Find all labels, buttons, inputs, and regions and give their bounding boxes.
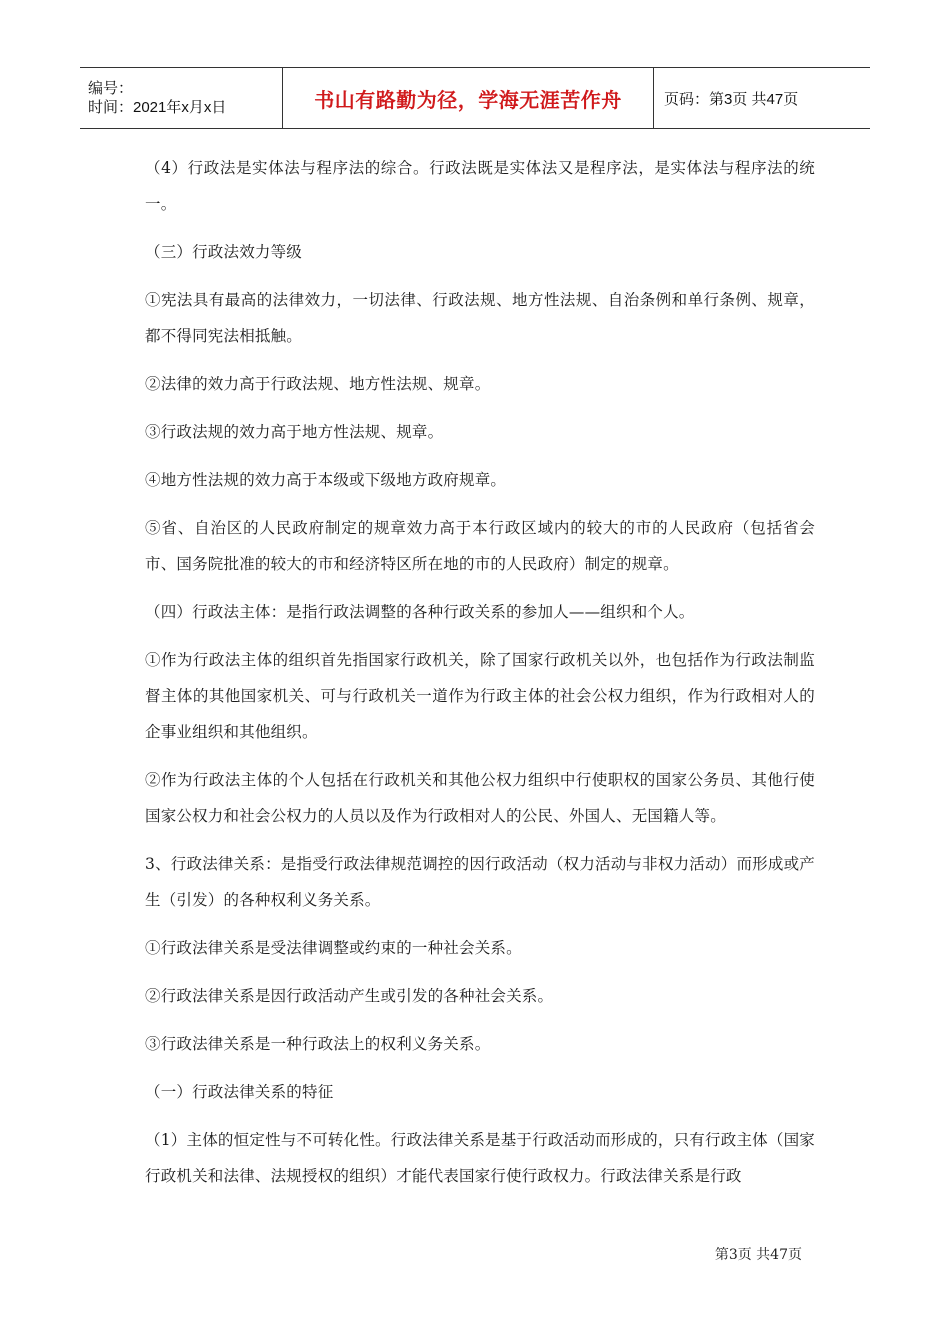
page-footer: 第3页 共47页 (714, 1247, 802, 1263)
paragraph: ①行政法律关系是受法律调整或约束的一种社会关系。 (145, 939, 522, 957)
header-motto: 书山有路勤为径，学海无涯苦作舟 (314, 87, 622, 112)
header-meta (80, 68, 282, 128)
section-heading: （三）行政法效力等级 (145, 243, 303, 261)
paragraph: ②法律的效力高于行政法规、地方性法规、规章。 (145, 375, 491, 393)
section-heading: （四）行政法主体：是指行政法调整的各种行政关系的参加人——组织和个人。 (145, 603, 695, 621)
header-motto-cell (282, 68, 654, 128)
header-table (80, 67, 870, 129)
paragraph: ④地方性法规的效力高于本级或下级地方政府规章。 (145, 471, 507, 489)
paragraph: ①作为行政法主体的组织首先指国家行政机关，除了国家行政机关以外，也包括作为行政法制监督主体的其他国家机关、可与行政机关一道作为行政主体的社会公权力组织，作为行政相对人的企事业组织和其他组织。 (145, 651, 815, 741)
document-number-label: 编号： (88, 80, 134, 97)
paragraph: ②作为行政法主体的个人包括在行政机关和其他公权力组织中行使职权的国家公务员、其他行使国家公权力和社会公权力的人员以及作为行政相对人的公民、外国人、无国籍人等。 (145, 771, 815, 825)
document-date-label: 时间：2021年x月x日 (88, 99, 227, 116)
paragraph: ②行政法律关系是因行政活动产生或引发的各种社会关系。 (145, 987, 554, 1005)
paragraph: （1）主体的恒定性与不可转化性。行政法律关系是基于行政活动而形成的，只有行政主体（国家行政机关和法律、法规授权的组织）才能代表国家行使行政权力。行政法律关系是行政 (145, 1131, 815, 1185)
paragraph: 3、行政法律关系：是指受行政法律规范调控的因行政活动（权力活动与非权力活动）而形成或产生（引发）的各种权利义务关系。 (145, 855, 815, 909)
paragraph: ③行政法律关系是一种行政法上的权利义务关系。 (145, 1035, 491, 1053)
paragraph: （4）行政法是实体法与程序法的综合。行政法既是实体法又是程序法，是实体法与程序法的统一。 (145, 159, 815, 213)
paragraph: ③行政法规的效力高于地方性法规、规章。 (145, 423, 444, 441)
paragraph: ⑤省、自治区的人民政府制定的规章效力高于本行政区域内的较大的市的人民政府（包括省会市、国务院批准的较大的市和经济特区所在地的市的人民政府）制定的规章。 (145, 519, 815, 573)
section-heading: （一）行政法律关系的特征 (145, 1083, 334, 1101)
document-body (145, 150, 815, 1206)
header-page-info: 页码：第3页 共47页 (664, 90, 799, 108)
paragraph: ①宪法具有最高的法律效力，一切法律、行政法规、地方性法规、自治条例和单行条例、规章，都不得同宪法相抵触。 (145, 291, 815, 345)
